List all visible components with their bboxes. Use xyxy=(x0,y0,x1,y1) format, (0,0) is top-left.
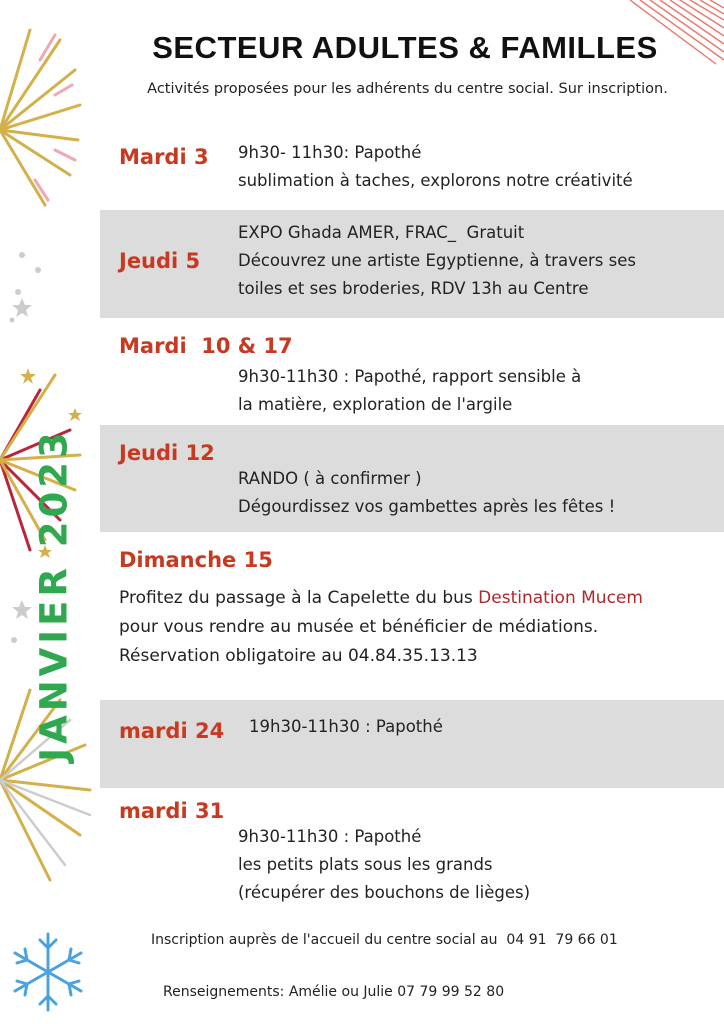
snowflake-icon xyxy=(15,934,81,1010)
event-description: 9h30- 11h30: Papothé sublimation à taches, explorons notre créativité xyxy=(238,143,633,190)
event-description: EXPO Ghada AMER, FRAC_ Gratuit Découvrez une artiste Egyptienne, à travers ses toiles et ses broderies, RDV 13h au Centre xyxy=(238,223,636,298)
event-day: Dimanche 15 xyxy=(119,548,273,572)
event-description: 9h30-11h30 : Papothé les petits plats sous les grands (récupérer des bouchons de lièges) xyxy=(238,827,531,902)
page-subtitle: Activités proposées pour les adhérents du centre social. Sur inscription. xyxy=(147,81,668,97)
stars-decoration xyxy=(10,252,42,323)
event-description: 9h30-11h30 : Papothé, rapport sensible à la matière, exploration de l'argile xyxy=(238,367,582,414)
page-title: SECTEUR ADULTES & FAMILLES xyxy=(152,30,658,65)
event-description: RANDO ( à confirmer ) Dégourdissez vos gambettes après les fêtes ! xyxy=(238,469,616,516)
event-day: Jeudi 12 xyxy=(119,441,215,465)
destination-mucem-highlight: Destination Mucem xyxy=(478,588,643,608)
inscription-contact: Inscription auprès de l'accueil du centre social au 04 91 79 66 01 xyxy=(151,932,618,948)
firework-top-left-icon xyxy=(0,30,80,205)
event-day: Jeudi 5 xyxy=(119,249,201,273)
event-day: Mardi 10 & 17 xyxy=(119,334,293,358)
month-label: JANVIER 2023 xyxy=(32,428,76,762)
event-day: Mardi 3 xyxy=(119,145,209,169)
event-description: 19h30-11h30 : Papothé xyxy=(249,717,443,736)
event-day: mardi 24 xyxy=(119,719,225,743)
event-day: mardi 31 xyxy=(119,799,225,823)
event-description: Profitez du passage à la Capelette du bus Destination Mucem pour vous rendre au musée et bénéficier de médiations. Réservation obligatoire au 04.84.35.13.13 xyxy=(119,588,643,666)
info-contact: Renseignements: Amélie ou Julie 07 79 99 52 80 xyxy=(163,984,505,1000)
